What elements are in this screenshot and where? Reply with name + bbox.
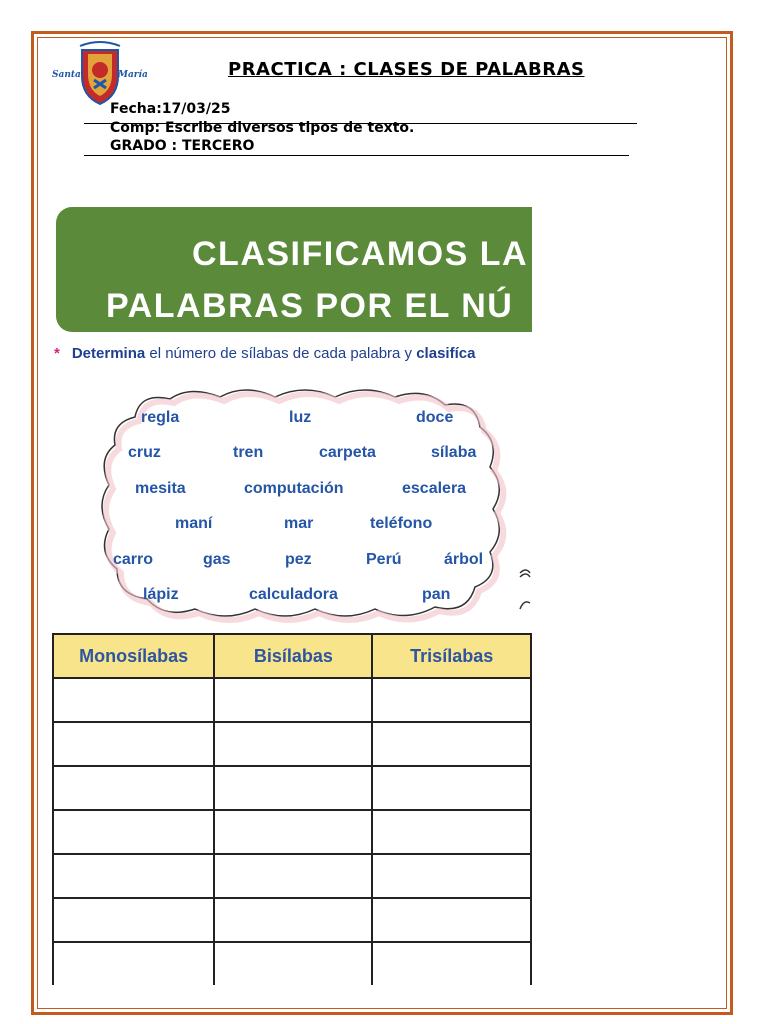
word-item: computación: [244, 480, 344, 497]
instruction-bold1: Determina: [71, 345, 146, 362]
word-item: pan: [422, 586, 451, 603]
col-header-trisilabas: Trisílabas: [372, 634, 531, 678]
word-item: sílaba: [431, 444, 477, 461]
word-item: maní: [175, 515, 213, 532]
logo-text-left: Santa: [52, 70, 81, 80]
word-item: cruz: [128, 444, 161, 461]
table-row: [53, 766, 531, 810]
table-cell[interactable]: [214, 766, 372, 810]
table-cell[interactable]: [372, 810, 531, 854]
table-cell[interactable]: [214, 810, 372, 854]
table-row: [53, 854, 531, 898]
table-header-row: [53, 634, 531, 678]
logo-text-right: María: [118, 70, 148, 80]
table-row: [53, 898, 531, 942]
asterisk-icon: *: [54, 345, 60, 362]
table-cell[interactable]: [372, 942, 531, 985]
table-cell[interactable]: [214, 678, 372, 722]
table-cell[interactable]: [372, 722, 531, 766]
table-cell[interactable]: [53, 898, 214, 942]
table-cell[interactable]: [53, 766, 214, 810]
banner-line2: PALABRAS POR EL NÚ: [106, 287, 514, 325]
competency-line: Comp: Escribe diversos tipos de texto.: [110, 120, 415, 136]
table-cell[interactable]: [53, 810, 214, 854]
banner: [56, 207, 532, 332]
table-cell[interactable]: [372, 854, 531, 898]
word-item: mar: [284, 515, 314, 532]
table-row: [53, 722, 531, 766]
page-title: PRACTICA : CLASES DE PALABRAS: [228, 59, 585, 80]
table-cell[interactable]: [372, 898, 531, 942]
doodle-icon: [518, 563, 532, 611]
word-item: árbol: [444, 551, 484, 568]
table-cell[interactable]: [53, 854, 214, 898]
word-item: pez: [285, 551, 312, 568]
word-item: mesita: [135, 480, 186, 497]
table-cell[interactable]: [53, 722, 214, 766]
word-item: carpeta: [319, 444, 376, 461]
word-item: tren: [233, 444, 264, 461]
table-cell[interactable]: [214, 942, 372, 985]
worksheet-image: [40, 195, 532, 985]
table-row: [53, 810, 531, 854]
instruction-text: el número de sílabas de cada palabra y: [145, 345, 417, 362]
word-item: lápiz: [143, 586, 179, 603]
col-header-bisilabas: Bisílabas: [214, 634, 372, 678]
table-row: [53, 942, 531, 985]
word-item: luz: [289, 409, 312, 426]
word-item: calculadora: [249, 586, 338, 603]
grade-line: GRADO : TERCERO: [110, 138, 255, 154]
col-header-monosilabas: Monosílabas: [53, 634, 214, 678]
word-item: carro: [113, 551, 154, 568]
word-item: gas: [203, 551, 231, 568]
table-cell[interactable]: [214, 854, 372, 898]
table-cell[interactable]: [214, 898, 372, 942]
rule-2: [84, 155, 629, 156]
word-item: Perú: [366, 551, 402, 568]
table-cell[interactable]: [53, 942, 214, 985]
banner-line1: CLASIFICAMOS LA: [192, 235, 529, 273]
date-line: Fecha:17/03/25: [110, 101, 231, 117]
table-cell[interactable]: [372, 766, 531, 810]
word-item: regla: [141, 409, 180, 426]
table-row: [53, 678, 531, 722]
instruction-bold2: clasifíca: [416, 345, 476, 362]
table-cell[interactable]: [372, 678, 531, 722]
table-cell[interactable]: [53, 678, 214, 722]
instruction: [54, 345, 475, 362]
word-item: doce: [416, 409, 454, 426]
table-cell[interactable]: [214, 722, 372, 766]
word-item: teléfono: [370, 515, 433, 532]
syllable-table: [52, 633, 532, 985]
word-item: escalera: [402, 480, 467, 497]
